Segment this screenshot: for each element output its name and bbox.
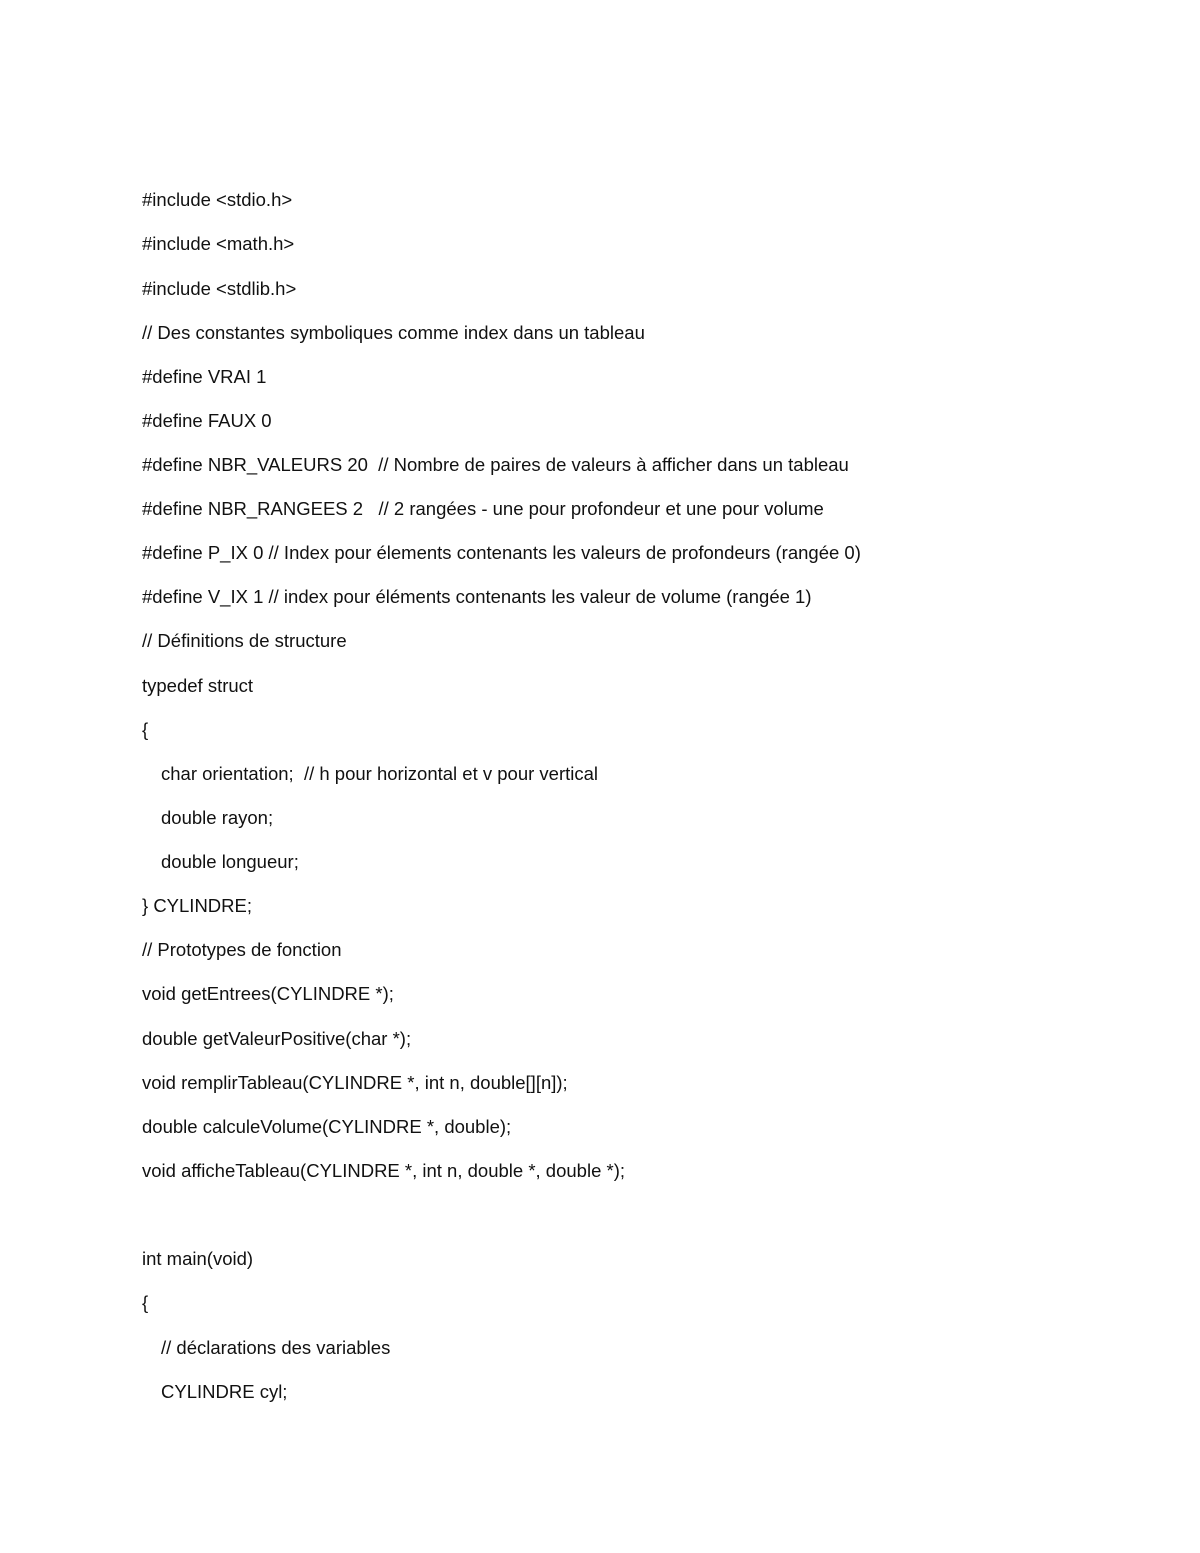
code-comment-constants: // Des constantes symboliques comme index dans un tableau (142, 322, 645, 343)
code-line-calcule-volume: double calculeVolume(CYLINDRE *, double); (142, 1116, 512, 1137)
code-line-affiche-tableau: void afficheTableau(CYLINDRE *, int n, double *, double *); (142, 1160, 625, 1181)
code-line-open-brace: { (142, 719, 149, 740)
code-line-include-stdlib: #include <stdlib.h> (142, 278, 297, 299)
code-line-close-struct: } CYLINDRE; (142, 895, 253, 916)
code-line-cylindre-cyl: CYLINDRE cyl; (161, 1381, 288, 1402)
code-line-define-vrai: #define VRAI 1 (142, 366, 267, 387)
code-line-get-valeur-positive: double getValeurPositive(char *); (142, 1028, 412, 1049)
code-line-get-entrees: void getEntrees(CYLINDRE *); (142, 983, 394, 1004)
code-line-include-stdio: #include <stdio.h> (142, 189, 293, 210)
code-line-define-faux: #define FAUX 0 (142, 410, 272, 431)
code-line-define-nbr-rangees: #define NBR_RANGEES 2 // 2 rangées - une pour profondeur et une pour volume (142, 498, 824, 519)
code-line-define-nbr-valeurs: #define NBR_VALEURS 20 // Nombre de paires de valeurs à afficher dans un tableau (142, 454, 849, 475)
code-comment-declarations: // déclarations des variables (161, 1337, 391, 1358)
code-line-typedef: typedef struct (142, 675, 254, 696)
code-line-main: int main(void) (142, 1248, 254, 1269)
code-comment-structure: // Définitions de structure (142, 630, 347, 651)
code-line-define-v-ix: #define V_IX 1 // index pour éléments contenants les valeur de volume (rangée 1) (142, 586, 812, 607)
code-line-include-math: #include <math.h> (142, 233, 295, 254)
code-line-define-p-ix: #define P_IX 0 // Index pour élements contenants les valeurs de profondeurs (rangée 0) (142, 542, 861, 563)
code-line-main-open-brace: { (142, 1292, 149, 1313)
code-line-rayon: double rayon; (161, 807, 274, 828)
code-line-longueur: double longueur; (161, 851, 299, 872)
code-line-orientation: char orientation; // h pour horizontal et v pour vertical (161, 763, 599, 784)
code-line-remplir-tableau: void remplirTableau(CYLINDRE *, int n, double[][n]); (142, 1072, 568, 1093)
code-comment-prototypes: // Prototypes de fonction (142, 939, 342, 960)
